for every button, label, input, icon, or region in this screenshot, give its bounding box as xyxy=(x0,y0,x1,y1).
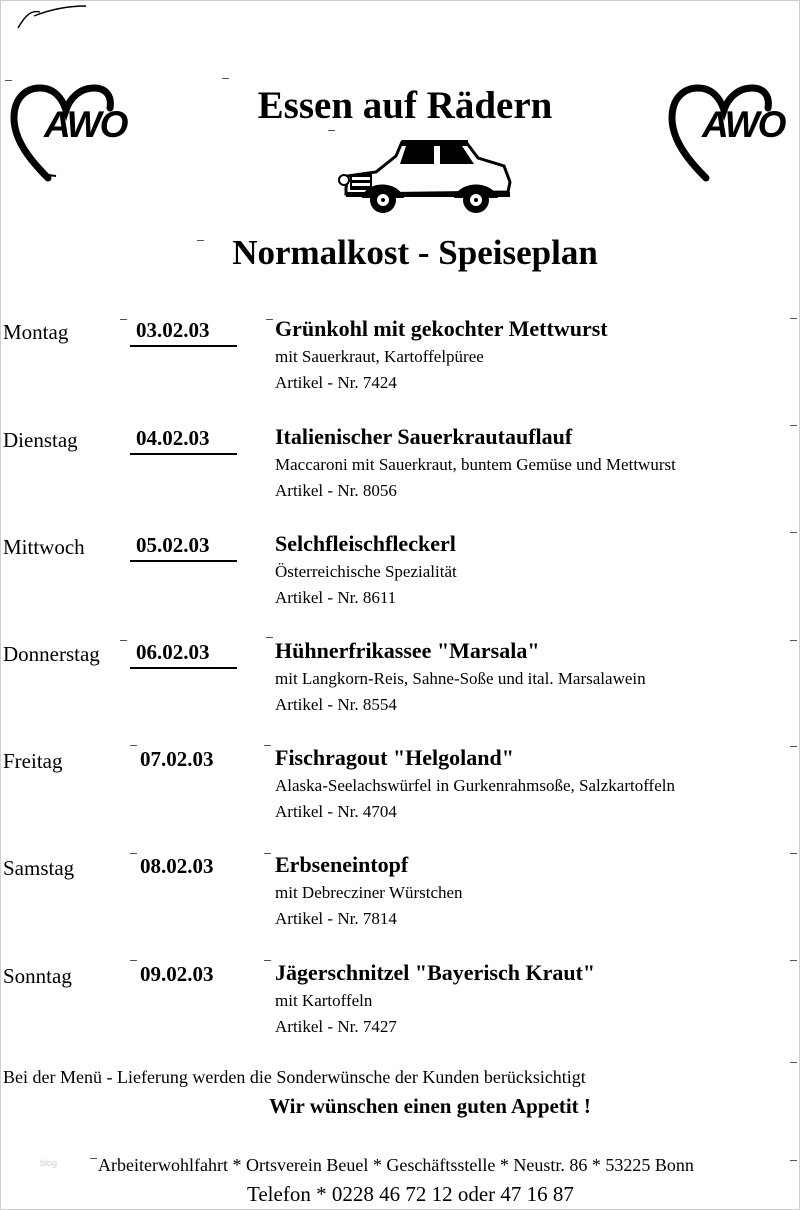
date: 07.02.03 xyxy=(140,747,214,771)
footer-address: Arbeiterwohlfahrt * Ortsverein Beuel * Geschäftsstelle * Neustr. 86 * 53225 Bonn xyxy=(98,1155,694,1175)
date-underline xyxy=(130,667,237,669)
dish-description: Maccaroni mit Sauerkraut, buntem Gemüse und Mettwurst xyxy=(275,455,676,474)
scan-mark xyxy=(5,80,12,81)
dish-description: mit Sauerkraut, Kartoffelpüree xyxy=(275,347,484,366)
footer-phone: Telefon * 0228 46 72 12 oder 47 16 87 xyxy=(247,1182,574,1206)
scan-mark xyxy=(120,319,127,320)
dish-name: Jägerschnitzel "Bayerisch Kraut" xyxy=(275,960,596,985)
appetit-wish: Wir wünschen einen guten Appetit ! xyxy=(269,1094,591,1118)
date: 08.02.03 xyxy=(140,854,214,878)
menu-entry-saturday xyxy=(0,852,800,956)
dish-description: Österreichische Spezialität xyxy=(275,562,457,581)
article-number: Artikel - Nr. 7424 xyxy=(275,373,397,392)
scan-mark xyxy=(790,1062,797,1063)
menu-subtitle: Normalkost - Speiseplan xyxy=(232,233,598,272)
date: 09.02.03 xyxy=(140,962,214,986)
article-number: Artikel - Nr. 8056 xyxy=(275,481,397,500)
article-number: Artikel - Nr. 7814 xyxy=(275,909,397,928)
vintage-car-icon xyxy=(336,136,516,216)
dish-name: Fischragout "Helgoland" xyxy=(275,745,514,770)
date-underline xyxy=(130,560,237,562)
weekday: Montag xyxy=(3,320,69,344)
scan-mark xyxy=(130,960,137,961)
menu-entry-tuesday xyxy=(0,424,800,528)
dish-name: Grünkohl mit gekochter Mettwurst xyxy=(275,316,608,341)
dish-description: mit Kartoffeln xyxy=(275,991,373,1010)
scan-mark xyxy=(197,240,204,241)
dish-name: Italienischer Sauerkrautauflauf xyxy=(275,424,573,449)
scan-mark xyxy=(790,960,797,961)
scan-mark xyxy=(328,130,335,131)
article-number: Artikel - Nr. 8611 xyxy=(275,588,397,607)
special-requests-note: Bei der Menü - Lieferung werden die Sonderwünsche der Kunden berücksichtigt xyxy=(3,1067,586,1087)
scan-mark xyxy=(790,532,797,533)
scan-mark xyxy=(264,960,271,961)
weekday: Dienstag xyxy=(3,428,78,452)
watermark: blog xyxy=(40,1158,58,1168)
scan-mark xyxy=(120,640,127,641)
date: 06.02.03 xyxy=(136,640,210,664)
dish-name: Hühnerfrikassee "Marsala" xyxy=(275,638,540,663)
logo-text: AWO xyxy=(702,104,785,145)
scan-mark xyxy=(790,853,797,854)
date: 03.02.03 xyxy=(136,318,210,342)
date-underline xyxy=(130,453,237,455)
scan-mark xyxy=(790,640,797,641)
dish-description: mit Langkorn-Reis, Sahne-Soße und ital. Marsalawein xyxy=(275,669,646,688)
scan-mark xyxy=(130,853,137,854)
date-underline xyxy=(130,345,237,347)
page-title: Essen auf Rädern xyxy=(257,84,553,127)
article-number: Artikel - Nr. 4704 xyxy=(275,802,397,821)
scan-mark xyxy=(90,1158,97,1159)
scan-mark xyxy=(264,853,271,854)
scan-mark xyxy=(790,318,797,319)
weekday: Sonntag xyxy=(3,964,72,988)
corner-scribble-mark xyxy=(14,2,94,32)
article-number: Artikel - Nr. 8554 xyxy=(275,695,397,714)
weekday: Samstag xyxy=(3,856,75,880)
scan-mark xyxy=(266,637,273,638)
menu-entry-monday xyxy=(0,316,800,420)
menu-entry-friday xyxy=(0,745,800,849)
scan-mark xyxy=(790,425,797,426)
date: 04.02.03 xyxy=(136,426,210,450)
article-number: Artikel - Nr. 7427 xyxy=(275,1017,397,1036)
menu-entry-sunday xyxy=(0,960,800,1064)
weekday: Donnerstag xyxy=(3,642,100,666)
logo-text: AWO xyxy=(44,104,127,145)
dish-description: Alaska-Seelachswürfel in Gurkenrahmsoße, Salzkartoffeln xyxy=(275,776,675,795)
scan-mark xyxy=(264,745,271,746)
menu-entry-wednesday xyxy=(0,531,800,635)
weekday: Mittwoch xyxy=(3,535,85,559)
scan-mark xyxy=(130,745,137,746)
dish-name: Erbseneintopf xyxy=(275,852,409,877)
dish-name: Selchfleischfleckerl xyxy=(275,531,456,556)
dish-description: mit Debrecziner Würstchen xyxy=(275,883,463,902)
date: 05.02.03 xyxy=(136,533,210,557)
weekday: Freitag xyxy=(3,749,63,773)
scan-mark xyxy=(790,746,797,747)
menu-entry-thursday xyxy=(0,638,800,742)
scan-mark xyxy=(222,78,229,79)
scan-mark xyxy=(790,1160,797,1161)
scan-mark xyxy=(266,319,273,320)
